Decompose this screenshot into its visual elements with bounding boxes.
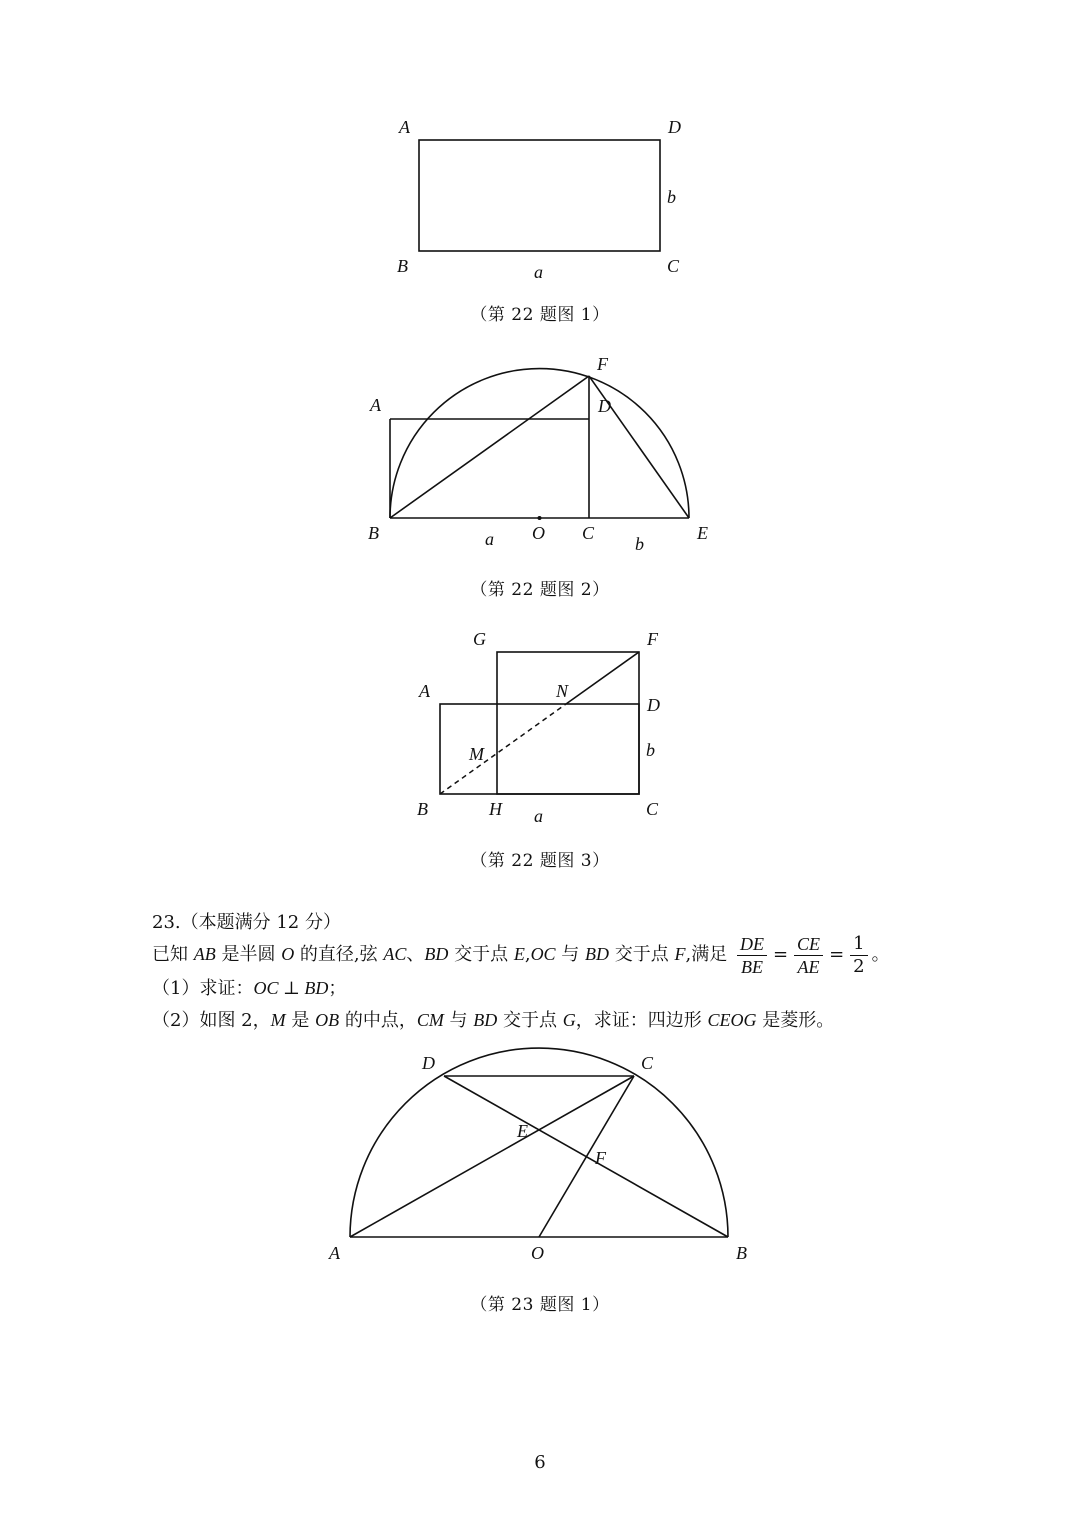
label-h-point: H	[489, 799, 502, 819]
label-a-side: a	[534, 262, 543, 282]
intro-text: 交于点	[448, 944, 514, 965]
intro-text: 与	[555, 944, 586, 965]
fraction-numerator: DE	[737, 933, 767, 956]
label-f-point: F	[597, 354, 608, 374]
part-2-text: 交于点	[497, 1010, 563, 1031]
part-2-text: 是	[285, 1010, 316, 1031]
math-e: E	[513, 944, 525, 964]
label-e-point: E	[517, 1121, 528, 1141]
figure-22-2-caption: （第 22 题图 2）	[470, 580, 610, 600]
math-ob: OB	[315, 1010, 340, 1030]
label-c-point: C	[582, 523, 595, 543]
intro-text: 已知	[152, 944, 194, 965]
figure-22-1-caption: （第 22 题图 1）	[470, 305, 610, 325]
intro-text: 。	[871, 944, 890, 965]
label-m-point: M	[469, 744, 484, 764]
label-b-point: B	[368, 523, 379, 543]
math-ceog: CEOG	[707, 1010, 757, 1030]
math-cm: CM	[416, 1010, 444, 1030]
label-b-point: B	[736, 1243, 747, 1263]
math-oc: OC	[530, 944, 556, 964]
part-2-text: 的中点，	[339, 1010, 417, 1031]
label-o-point: O	[532, 523, 545, 543]
label-f-point: F	[647, 629, 658, 649]
equals-sign: =	[829, 944, 845, 965]
part-2-text: 是菱形。	[756, 1010, 835, 1031]
math-bd: BD	[424, 944, 449, 964]
label-d-point: D	[668, 117, 681, 137]
part-2-text: 与	[443, 1010, 474, 1031]
part-2-text: （2）如图 2，	[152, 1010, 271, 1031]
label-a-point: A	[329, 1243, 340, 1263]
label-a-point: A	[370, 395, 381, 415]
label-b-side: b	[646, 740, 655, 760]
segment-oc	[539, 1076, 634, 1237]
math-f: F	[674, 944, 686, 964]
intro-text: 、	[406, 944, 425, 965]
label-b-side: b	[667, 187, 676, 207]
label-b-point: B	[397, 256, 408, 276]
intro-text: ,	[524, 944, 531, 965]
label-d-point: D	[647, 695, 660, 715]
label-b-side: b	[635, 534, 644, 554]
label-n-point: N	[556, 681, 569, 701]
fraction-denominator: BE	[740, 956, 763, 977]
label-c-point: C	[667, 256, 680, 276]
label-a-side: a	[534, 806, 543, 826]
label-e-point: E	[697, 523, 708, 543]
label-a-side: a	[485, 529, 494, 549]
math-ab: AB	[193, 944, 216, 964]
intro-text: ,满足	[685, 944, 728, 965]
math-g: G	[562, 1010, 576, 1030]
label-d-point: D	[422, 1053, 435, 1073]
fraction-denominator: 2	[853, 955, 865, 977]
problem-23-heading: 23.（本题满分 12 分）	[152, 912, 341, 933]
label-a-point: A	[419, 681, 430, 701]
label-c-point: C	[641, 1053, 654, 1073]
math-m: M	[270, 1010, 286, 1030]
part-2-text: ，求证：四边形	[575, 1010, 708, 1031]
figure-22-3-caption: （第 22 题图 3）	[470, 851, 610, 871]
math-oc-perp-bd: OC ⊥ BD	[253, 978, 329, 998]
intro-text: 的直径,弦	[294, 944, 384, 965]
intro-text: 交于点	[609, 944, 675, 965]
label-b-point: B	[417, 799, 428, 819]
label-d-point: D	[598, 396, 611, 416]
chord-ac	[350, 1076, 634, 1237]
fraction-numerator: CE	[794, 933, 823, 956]
fraction-denominator: AE	[797, 956, 820, 977]
label-f-point: F	[595, 1148, 606, 1168]
page-number: 6	[534, 1452, 546, 1473]
math-bd: BD	[585, 944, 610, 964]
fraction-numerator: 1	[850, 933, 867, 956]
math-o: O	[281, 944, 295, 964]
label-o-point: O	[531, 1243, 544, 1263]
math-bd: BD	[473, 1010, 498, 1030]
figure-23-1-caption: （第 23 题图 1）	[470, 1295, 610, 1315]
part-1-text: ；	[328, 978, 347, 999]
label-c-point: C	[646, 799, 659, 819]
label-g-point: G	[473, 629, 486, 649]
intro-text: 是半圆	[215, 944, 282, 965]
part-1-text: （1）求证：	[152, 978, 254, 999]
equals-sign: =	[772, 944, 789, 965]
label-a-point: A	[399, 117, 410, 137]
math-ac: AC	[383, 944, 407, 964]
